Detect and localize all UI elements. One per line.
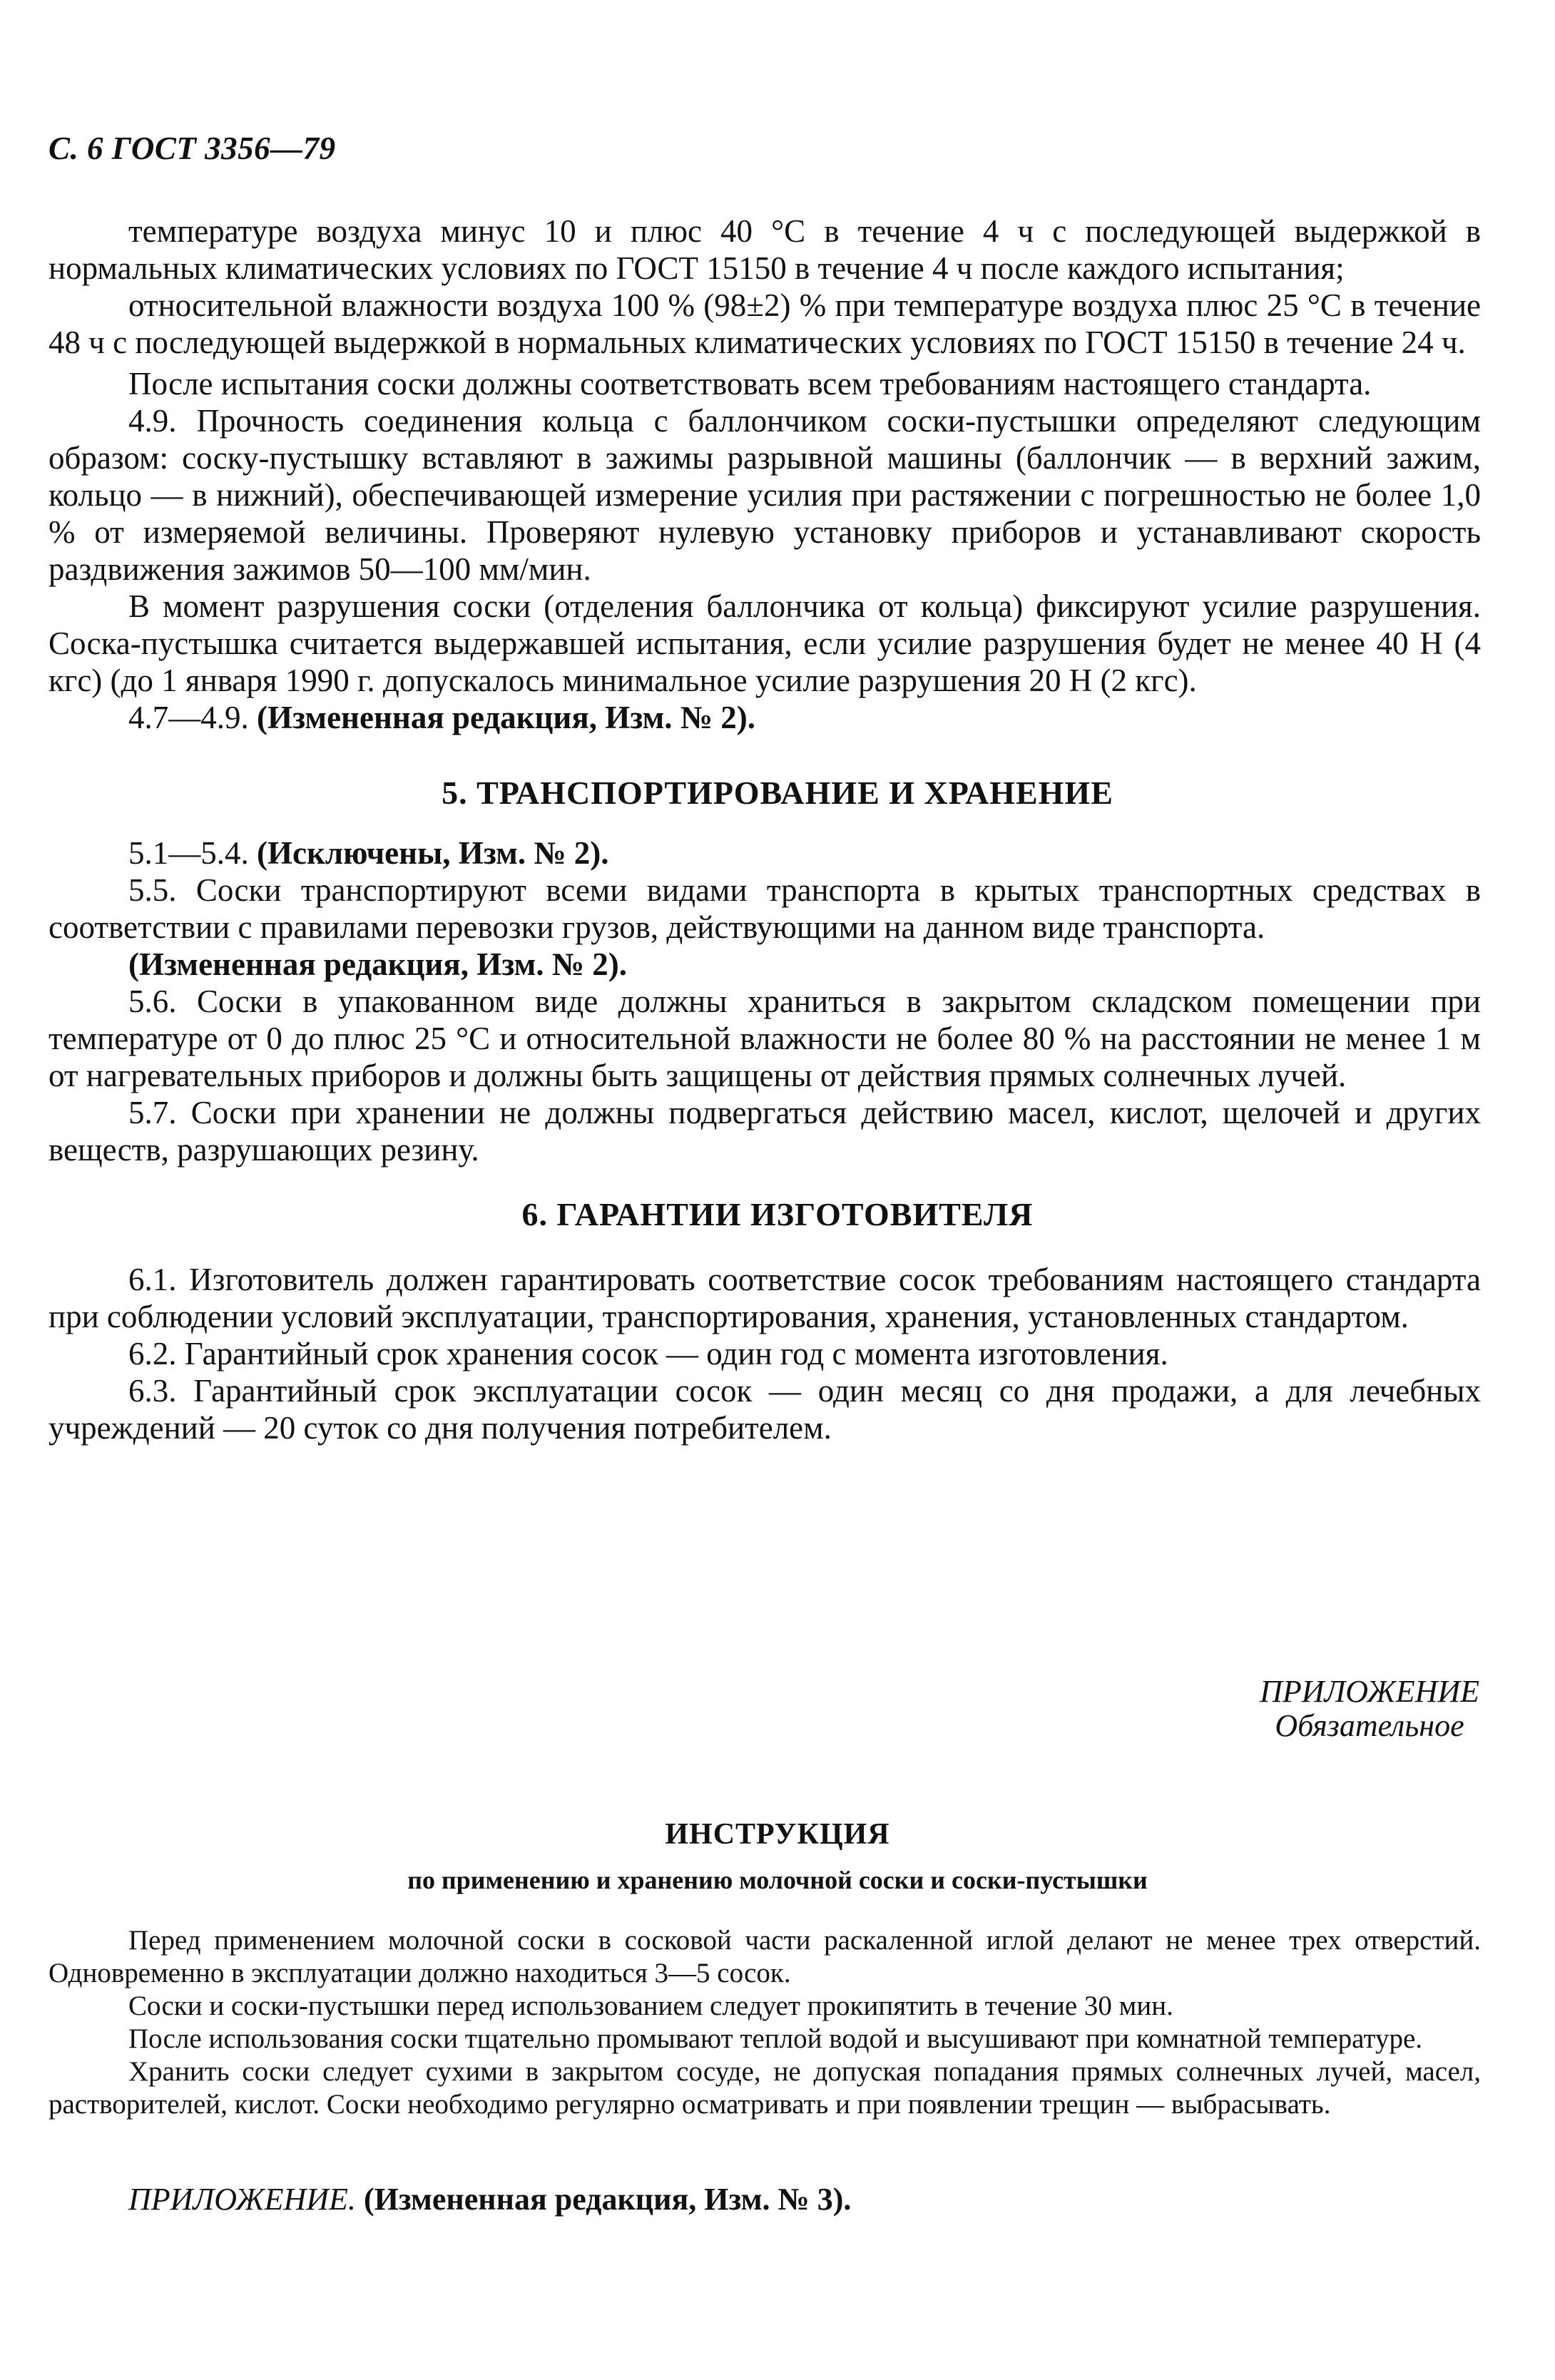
instruction-title: ИНСТРУКЦИЯ — [665, 1818, 890, 1851]
paragraph: Хранить соски следует сухими в закрытом сосуде, не допуская попадания прямых солнечных лучей, масел, растворителей, кислот. Соски необходимо регулярно осматривать и при появлении трещин — выбрасывать. — [49, 2056, 1481, 2120]
section4-continuation — [49, 213, 1481, 736]
paragraph: температуре воздуха минус 10 и плюс 40 °С в течение 4 ч с последующей выдержкой в нормальных климатических условиях по ГОСТ 15150 в течение 4 ч после каждого испытания; — [49, 213, 1481, 286]
amendment-note: (Измененная редакция, Изм. № 2). — [128, 946, 628, 982]
paragraph: Перед применением молочной соски в сосковой части раскаленной иглой делают не менее трех отверстий. Одновременно в эксплуатации должно находиться 3—5 сосок. — [49, 1925, 1481, 1988]
paragraph-6-3: 6.3. Гарантийный срок эксплуатации сосок — один месяц со дня продажи, а для лечебных учреждений — 20 суток со дня получения потребителем. — [49, 1373, 1481, 1446]
paragraph: После испытания соски должны соответствовать всем требованиям настоящего стандарта. — [128, 366, 1372, 402]
clause-range: 5.1—5.4. — [128, 835, 249, 871]
paragraph-6-2: 6.2. Гарантийный срок хранения сосок — один год с момента изготовления. — [128, 1336, 1168, 1372]
page-header: С. 6 ГОСТ 3356—79 — [49, 131, 336, 166]
section6-body — [49, 1261, 1481, 1446]
paragraph-5-5: 5.5. Соски транспортируют всеми видами транспорта в крытых транспортных средствах в соответствии с правилами перевозки грузов, действующими на данном виде транспорта. — [49, 872, 1481, 945]
paragraph: В момент разрушения соски (отделения баллончика от кольца) фиксируют усилие разрушения. Соска-пустышка считается выдержавшей испытания, если усилие разрушения будет не менее 40 Н (4 кгс) (до 1 января 1990 г. допускалось минимальное усилие разрушения 20 Н (2 кгс). — [49, 588, 1481, 698]
appendix-status: Обязательное — [1275, 1708, 1464, 1743]
appendix-heading — [1260, 1675, 1479, 1743]
section5-body — [49, 834, 1481, 1168]
excluded-text: (Исключены, Изм. № 2). — [257, 835, 609, 871]
paragraph: относительной влажности воздуха 100 % (98±2) % при температуре воздуха плюс 25 °С в течение 48 ч с последующей выдержкой в нормальных климатических условиях по ГОСТ 15150 в течение 24 ч. — [49, 287, 1481, 360]
section5-title: 5. ТРАНСПОРТИРОВАНИЕ И ХРАНЕНИЕ — [442, 775, 1113, 811]
paragraph: После использования соски тщательно промывают теплой водой и высушивают при комнатной температуре. — [128, 2023, 1423, 2054]
amendment-text: (Измененная редакция, Изм. № 3). — [363, 2182, 852, 2217]
clause-range: 4.7—4.9. — [128, 700, 249, 735]
paragraph-5-6: 5.6. Соски в упакованном виде должны храниться в закрытом складском помещении при температуре от 0 до плюс 25 °С и относительной влажности не более 80 % на расстоянии не менее 1 м от нагревательных приборов и должны быть защищены от действия прямых солнечных лучей. — [49, 984, 1481, 1093]
section6-title: 6. ГАРАНТИИ ИЗГОТОВИТЕЛЯ — [521, 1196, 1034, 1232]
amendment-note — [49, 699, 1481, 736]
instruction-subtitle: по применению и хранению молочной соски и соски-пустышки — [407, 1866, 1148, 1894]
appendix-ref: ПРИЛОЖЕНИЕ. — [128, 2182, 356, 2217]
paragraph: Соски и соски-пустышки перед использованием следует прокипятить в течение 30 мин. — [128, 1991, 1173, 2021]
amendment-text: (Измененная редакция, Изм. № 2). — [257, 700, 756, 735]
appendix-amendment-note — [128, 2181, 851, 2217]
appendix-label: ПРИЛОЖЕНИЕ — [1260, 1674, 1479, 1709]
paragraph-5-7: 5.7. Соски при хранении не должны подвергаться действию масел, кислот, щелочей и других веществ, разрушающих резину. — [49, 1095, 1481, 1168]
paragraph-4-9: 4.9. Прочность соединения кольца с баллончиком соски-пустышки определяют следующим образом: соску-пустышку вставляют в зажимы разрывной машины (баллончик — в верхний зажим, кольцо — в нижний), обеспечивающей измерение усилия при растяжении с погрешностью не более 1,0 % от измеряемой величины. Проверяют нулевую установку приборов и устанавливают скорость раздвижения зажимов 50—100 мм/мин. — [49, 403, 1481, 587]
paragraph-6-1: 6.1. Изготовитель должен гарантировать соответствие сосок требованиям настоящего стандарта при соблюдении условий эксплуатации, транспортирования, хранения, установленных стандартом. — [49, 1262, 1481, 1334]
excluded-note — [49, 834, 1481, 872]
instruction-body — [49, 1924, 1481, 2121]
